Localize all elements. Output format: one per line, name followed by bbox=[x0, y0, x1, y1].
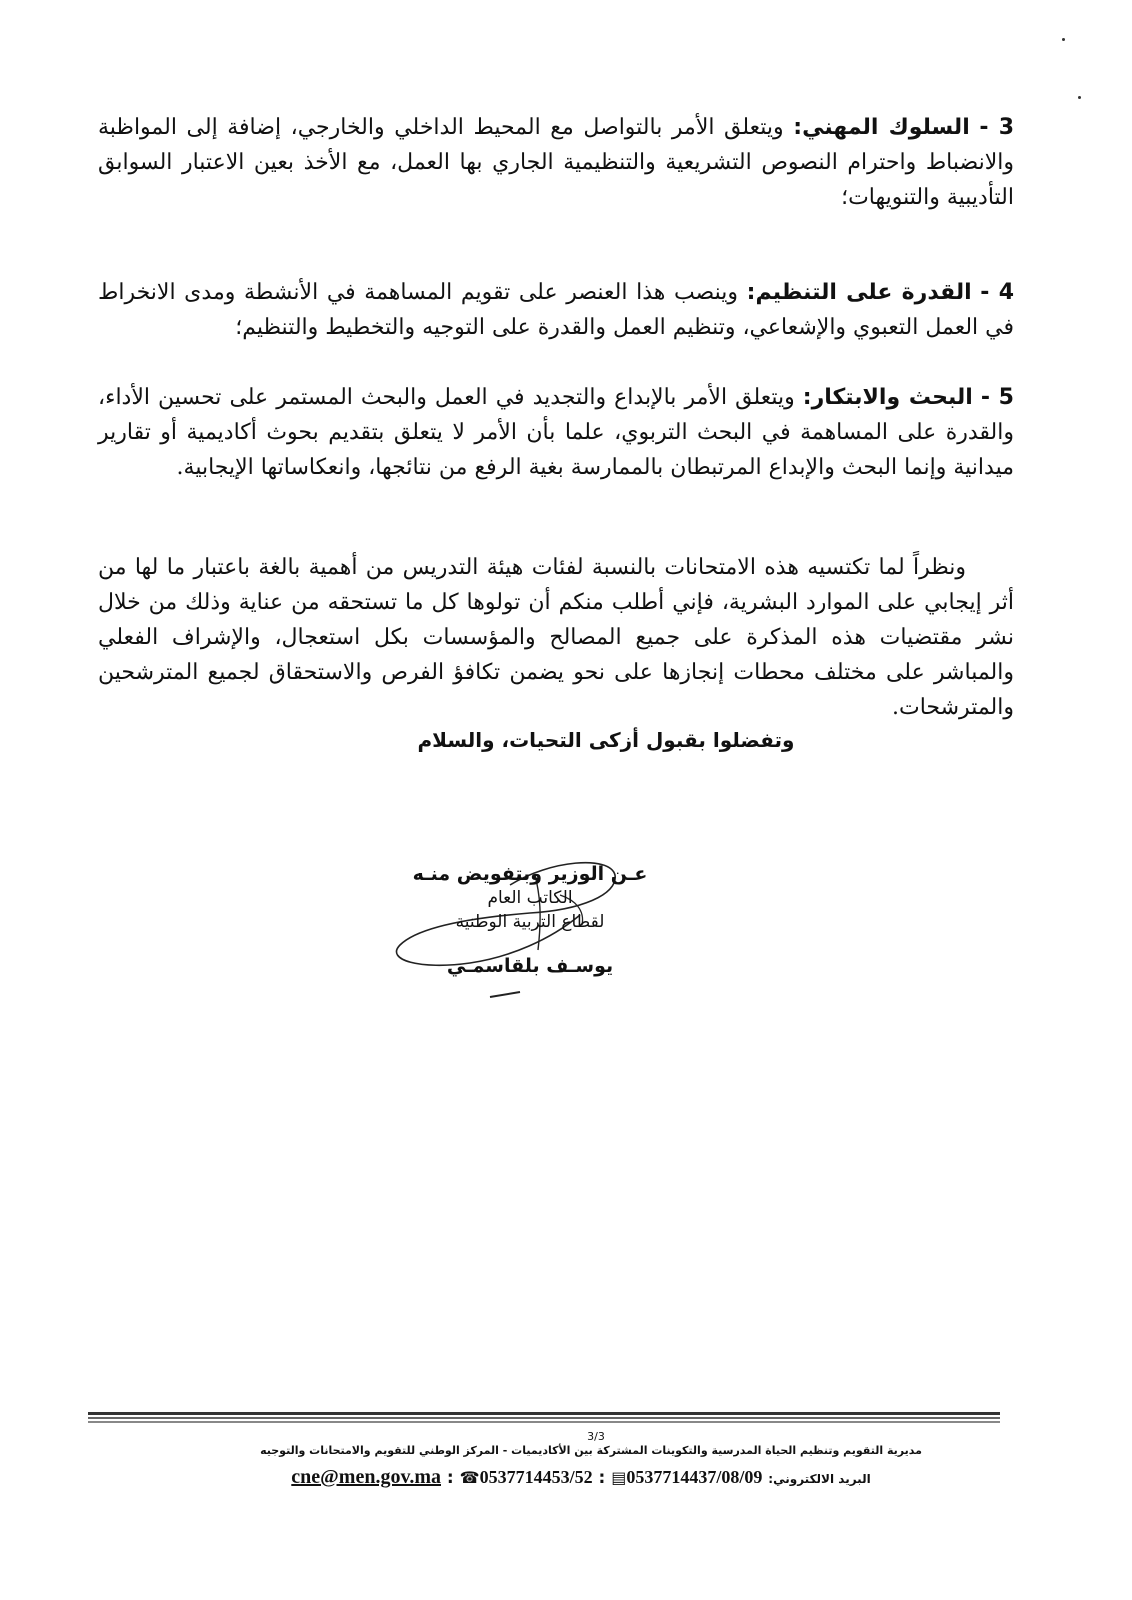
scan-speck bbox=[1078, 96, 1081, 99]
footer-divider bbox=[88, 1421, 1000, 1423]
item-body: ويتعلق الأمر بالإبداع والتجديد في العمل والبحث المستمر على تحسين الأداء، والقدرة على المساهمة في البحث التربوي، علما بأن الأمر لا يتعلق بتقديم بحوث أكاديمية أو تقارير ميدانية وإنما البحث والإبداع المرتبطان بالممارسة بغية الرفع من نتائجها، وانعكاساتها الإيجابية. bbox=[98, 385, 1014, 480]
fax-number: 0537714437/08/09 bbox=[626, 1467, 763, 1487]
closing-salutation: وتفضلوا بقبول أزكى التحيات، والسلام bbox=[417, 728, 795, 752]
item-number: 3 - bbox=[979, 115, 1015, 140]
item-number: 5 - bbox=[980, 385, 1014, 410]
item-heading: السلوك المهني: bbox=[793, 115, 970, 140]
email-label: البريد الالكتروني: bbox=[768, 1472, 871, 1486]
paragraph-conclusion: ونظراً لما تكتسيه هذه الامتحانات بالنسبة لفئات هيئة التدريس من أهمية بالغة باعتبار ما لها من أثر إيجابي على الموارد البشرية، فإني أطلب منكم أن تولوها كل ما تستحقه من عناية وذلك من خلال نشر مقتضيات هذه المذكرة على جميع المصالح والمؤسسات بكل استعجال، والإشراف الفعلي والمباشر على مختلف محطات إنجازها على نحو يضمن تكافؤ الفرص والاستحقاق لجميع المترشحين والمترشحات. bbox=[98, 555, 1014, 720]
signature-delegation: عـن الوزير وبتفويض منـه bbox=[412, 863, 648, 885]
item-heading: البحث والابتكار: bbox=[802, 385, 973, 410]
paragraph-research-innovation bbox=[98, 380, 1014, 485]
footer-divider bbox=[88, 1412, 1000, 1415]
item-heading: القدرة على التنظيم: bbox=[746, 280, 972, 305]
telephone-icon: ☎ bbox=[459, 1468, 480, 1487]
footer-organization: مديرية التقويم وتنظيم الحياة المدرسية والتكوينات المشتركة بين الأكاديميات - المركز الوطني للتقويم والامتحانات والتوجيه bbox=[260, 1444, 922, 1457]
email-link[interactable]: cne@men.gov.ma bbox=[291, 1466, 441, 1488]
item-body: وينصب هذا العنصر على تقويم المساهمة في الأنشطة ومدى الانخراط في العمل التعبوي والإشعاعي، وتنظيم العمل والقدرة على التوجيه والتخطيط والتنظيم؛ bbox=[98, 280, 1014, 340]
item-body: ويتعلق الأمر بالتواصل مع المحيط الداخلي والخارجي، إضافة إلى المواظبة والانضباط واحترام النصوص التشريعية والتنظيمية الجاري بها العمل، مع الأخذ بعين الاعتبار السوابق التأديبية والتنويهات؛ bbox=[98, 115, 1014, 210]
footer-divider bbox=[88, 1417, 1000, 1419]
paragraph-organization-ability bbox=[98, 275, 1014, 345]
signature-block bbox=[360, 855, 670, 1015]
signature-title: الكاتب العام bbox=[487, 888, 573, 908]
signature-sector: لقطاع التربية الوطنية bbox=[455, 912, 605, 932]
phone-number: 0537714453/52 bbox=[479, 1467, 593, 1487]
footer-contact bbox=[0, 1466, 1132, 1489]
item-number: 4 - bbox=[980, 280, 1014, 305]
fax-icon: ▤ bbox=[611, 1468, 627, 1487]
contact-separator: : bbox=[446, 1468, 460, 1488]
contact-separator: : bbox=[598, 1468, 612, 1488]
scan-speck bbox=[1062, 38, 1065, 41]
signatory-name: يوسـف بلقاسمـي bbox=[446, 955, 614, 977]
paragraph-professional-conduct bbox=[98, 110, 1014, 215]
page-number: 3/3 bbox=[587, 1430, 605, 1443]
